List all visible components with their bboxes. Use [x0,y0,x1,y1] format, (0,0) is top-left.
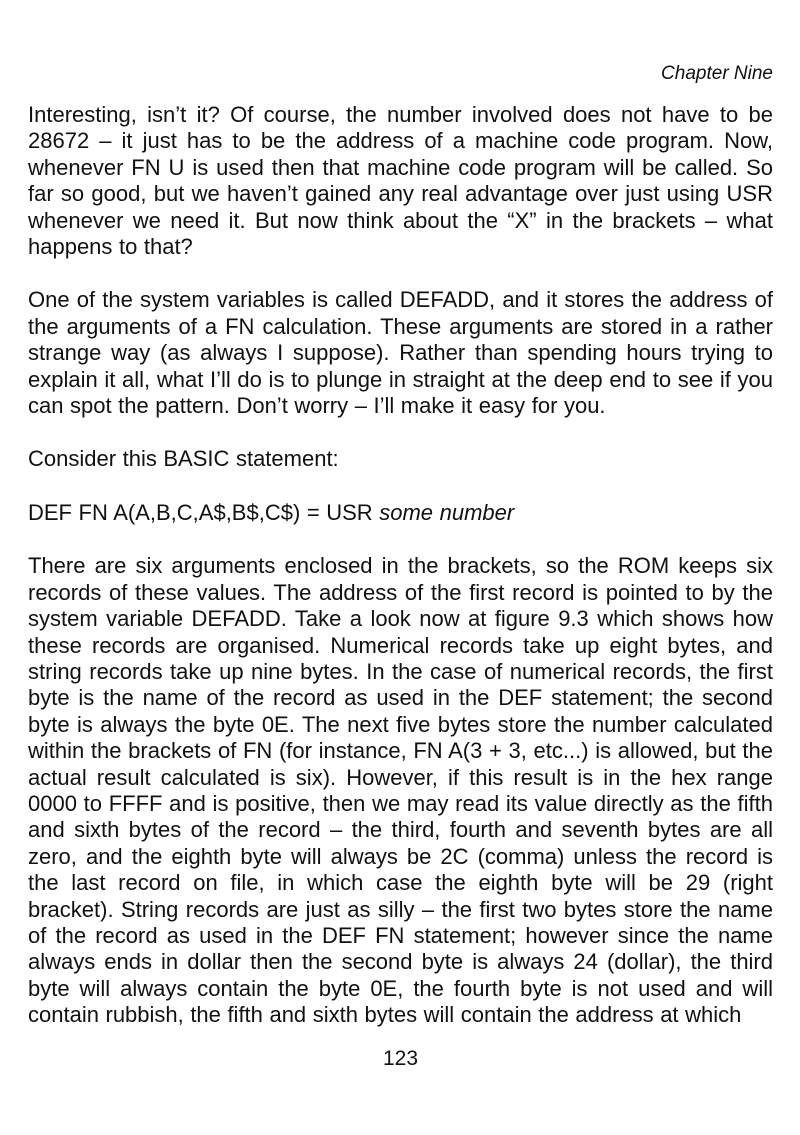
basic-statement-code: DEF FN A(A,B,C,A$,B$,C$) = USR [28,499,380,525]
paragraph-records-explanation: There are six arguments enclosed in the brackets, so the ROM keeps six records of these values. The address of the first record is pointed to by the system variable DEFADD. Take a look now at figure 9.3 which shows how these records are organised. Numerical records take up eight bytes, and string records take up nine bytes. In the case of numerical records, the first byte is the name of the record as used in the DEF statement; the second byte is always the byte 0E. The next five bytes store the number calculated within the brackets of FN (for instance, FN A(3 + 3, etc...) is allowed, but the actual result calculated is six). However, if this result is in the hex range 0000 to FFFF and is positive, then we may read its value directly as the fifth and sixth bytes of the record – the third, fourth and seventh bytes are all zero, and the eighth byte will always be 2C (comma) unless the record is the last record on file, in which case the eighth byte will be 29 (right bracket). String records are just as silly – the first two bytes store the name of the record as used in the DEF FN statement; however since the name always ends in dollar then the second byte is always 24 (dollar), the third byte will always contain the byte 0E, the fourth byte is not used and will contain rubbish, the fifth and sixth bytes will contain the address at which [28,553,773,1028]
paragraph-defadd: One of the system variables is called DEFADD, and it stores the address of the arguments of a FN calculation. These arguments are stored in a rather strange way (as always I suppose). Rather than spending hours trying to explain it all, what I’ll do is to plunge in straight at the deep end to see if you can spot the pattern. Don’t worry – I’ll make it easy for you. [28,287,773,419]
statement-intro-line: Consider this BASIC statement: [28,446,339,472]
page-body [28,102,773,1029]
page-footer [28,1046,773,1072]
basic-statement-operand: some number [379,499,515,525]
page-number: 123 [382,1046,419,1070]
basic-statement-line [28,500,773,526]
chapter-header: Chapter Nine [661,63,773,84]
paragraph-intro-usr: Interesting, isn’t it? Of course, the number involved does not have to be 28672 – it just has to be the address of a machine code program. Now, whenever FN U is used then that machine code program will be called. So far so good, but we haven’t gained any real advantage over just using USR whenever we need it. But now think about the “X” in the brackets – what happens to that? [28,102,773,260]
